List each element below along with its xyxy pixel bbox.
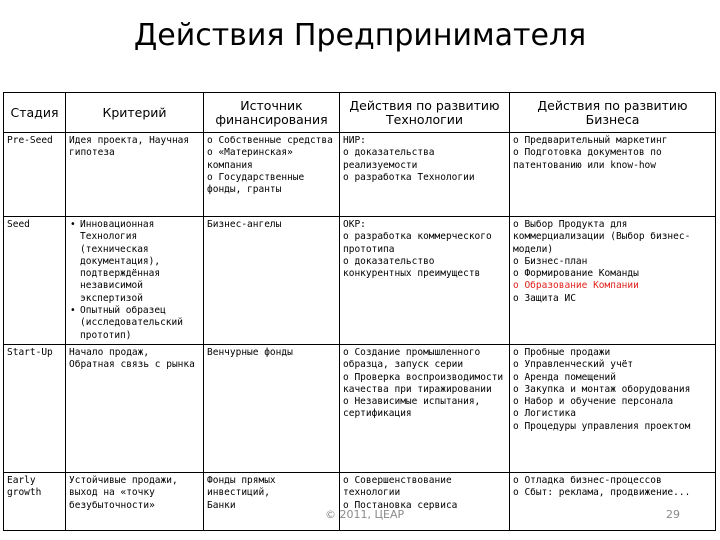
copyright-footer: © 2011, ЦЕАР bbox=[325, 508, 405, 521]
list-item: o доказательство конкурентных преимуществ bbox=[343, 255, 481, 280]
list-item: o Отладка бизнес-процессов bbox=[513, 475, 662, 486]
funding-cell bbox=[204, 217, 340, 345]
list-item: o Закупка и монтаж оборудования bbox=[513, 383, 691, 395]
list-item: Банки bbox=[207, 499, 236, 511]
tech-cell bbox=[340, 473, 510, 531]
list-item: o Подготовка документов по патентованию или know-how bbox=[513, 147, 662, 171]
header-tech: Действия по развитию Технологии bbox=[340, 93, 510, 133]
tech-cell bbox=[340, 345, 510, 473]
list-item: o Пробные продажи bbox=[513, 347, 611, 358]
entrepreneur-actions-table bbox=[3, 92, 716, 531]
list-item: o Бизнес-план bbox=[513, 255, 588, 267]
list-item: o Сбыт: реклама, продвижение... bbox=[513, 487, 691, 499]
business-cell bbox=[510, 217, 716, 345]
list-item: o доказательства реализуемости bbox=[343, 147, 435, 171]
list-item: o Выбор Продукта для коммерциализации (Выбор бизнес-модели) bbox=[513, 219, 691, 255]
list-item: o разработка коммерческого прототипа bbox=[343, 231, 492, 255]
list-item: ОКР: bbox=[343, 219, 366, 230]
funding-cell bbox=[204, 345, 340, 473]
list-item: o Формирование Команды bbox=[513, 268, 639, 280]
list-item: • Опытный образец (исследовательский прототип) bbox=[69, 305, 200, 342]
highlighted-list-item: o Образование Компании bbox=[513, 280, 639, 292]
list-item: o «Материнская» компания bbox=[207, 147, 293, 171]
criterion-cell: Идея проекта, Научная гипотеза bbox=[66, 133, 204, 217]
list-item: Фонды прямых инвестиций, bbox=[207, 475, 276, 499]
business-cell bbox=[510, 473, 716, 531]
business-cell bbox=[510, 345, 716, 473]
funding-cell bbox=[204, 473, 340, 531]
table-row bbox=[4, 217, 716, 345]
list-item: o Проверка воспроизводимости качества при тиражировании bbox=[343, 371, 504, 395]
table-row bbox=[4, 473, 716, 531]
list-item: Венчурные фонды bbox=[207, 347, 293, 358]
criterion-cell: Устойчивые продажи, выход на «точку безубыточности» bbox=[66, 473, 204, 531]
stage-cell: Seed bbox=[4, 217, 66, 345]
list-item: o Логистика bbox=[513, 408, 576, 420]
page-title: Действия Предпринимателя bbox=[133, 18, 587, 53]
list-item: o Процедуры управления проектом bbox=[513, 420, 691, 432]
list-item: • Инновационная Технология (техническая документация), подтверждённая независимой экспертизой bbox=[69, 219, 200, 305]
list-item: o Совершенствование технологии bbox=[343, 475, 452, 499]
table-header-row bbox=[4, 93, 716, 133]
header-stage: Стадия bbox=[4, 93, 66, 133]
list-item: o Государственные фонды, гранты bbox=[207, 171, 305, 196]
list-item: НИР: bbox=[343, 135, 366, 146]
list-item: o Собственные средства bbox=[207, 135, 333, 146]
tech-cell bbox=[340, 133, 510, 217]
header-criterion: Критерий bbox=[66, 93, 204, 133]
list-item: o Набор и обучение персонала bbox=[513, 396, 674, 408]
list-item: o разработка Технологии bbox=[343, 171, 475, 183]
list-item: o Аренда помещений bbox=[513, 371, 616, 383]
criterion-cell bbox=[66, 217, 204, 345]
stage-cell: Start-Up bbox=[4, 345, 66, 473]
tech-cell bbox=[340, 217, 510, 345]
list-item: o Защита ИС bbox=[513, 292, 576, 304]
funding-cell bbox=[204, 133, 340, 217]
page-number: 29 bbox=[666, 508, 680, 521]
table-row bbox=[4, 133, 716, 217]
stage-cell: Pre-Seed bbox=[4, 133, 66, 217]
list-item: o Независимые испытания, сертификация bbox=[343, 396, 481, 420]
list-item: o Предварительный маркетинг bbox=[513, 135, 668, 146]
list-item: Бизнес-ангелы bbox=[207, 219, 282, 230]
table-row bbox=[4, 345, 716, 473]
business-cell bbox=[510, 133, 716, 217]
list-item: o Управленческий учёт bbox=[513, 359, 634, 371]
header-funding: Источник финансирования bbox=[204, 93, 340, 133]
header-business: Действия по развитию Бизнеса bbox=[510, 93, 716, 133]
criterion-cell: Начало продаж, Обратная связь с рынка bbox=[66, 345, 204, 473]
list-item: o Создание промышленного образца, запуск серии bbox=[343, 347, 481, 371]
stage-cell: Early growth bbox=[4, 473, 66, 531]
list-item: o Постановка сервиса bbox=[343, 499, 458, 511]
